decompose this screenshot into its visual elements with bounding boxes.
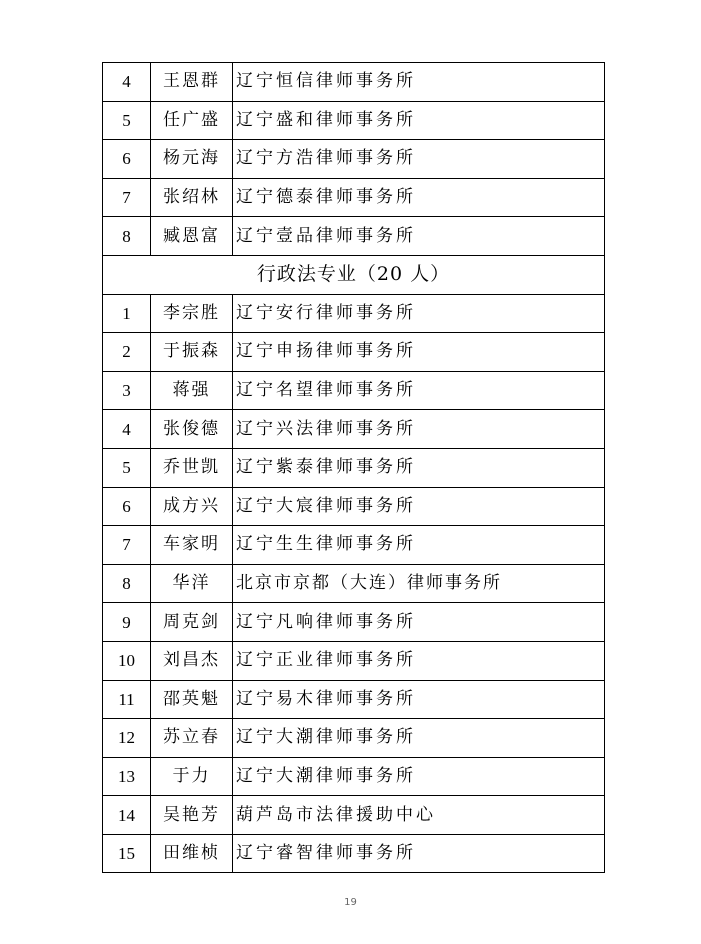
table-row (103, 63, 605, 102)
lawyer-name: 邵英魁 (151, 680, 233, 719)
lawyer-name: 吴艳芳 (151, 796, 233, 835)
law-firm: 辽宁凡响律师事务所 (233, 603, 605, 642)
table-row (103, 641, 605, 680)
lawyer-name: 李宗胜 (151, 294, 233, 333)
law-firm: 辽宁恒信律师事务所 (233, 63, 605, 102)
row-number: 7 (103, 526, 151, 565)
table-row (103, 371, 605, 410)
table-row (103, 294, 605, 333)
lawyer-name: 周克剑 (151, 603, 233, 642)
table-row (103, 101, 605, 140)
table-row (103, 140, 605, 179)
page-number: 19 (344, 897, 357, 908)
law-firm: 辽宁紫泰律师事务所 (233, 448, 605, 487)
section-title: 行政法专业（20 人） (103, 255, 605, 294)
row-number: 5 (103, 101, 151, 140)
law-firm: 辽宁睿智律师事务所 (233, 834, 605, 873)
lawyer-name: 张俊德 (151, 410, 233, 449)
lawyer-name: 田维桢 (151, 834, 233, 873)
law-firm: 辽宁名望律师事务所 (233, 371, 605, 410)
lawyer-name: 乔世凯 (151, 448, 233, 487)
row-number: 8 (103, 217, 151, 256)
table-row (103, 487, 605, 526)
table-row (103, 834, 605, 873)
section-header-row (103, 255, 605, 294)
row-number: 4 (103, 63, 151, 102)
table-row (103, 564, 605, 603)
row-number: 5 (103, 448, 151, 487)
lawyer-name: 臧恩富 (151, 217, 233, 256)
law-firm: 辽宁壹品律师事务所 (233, 217, 605, 256)
law-firm: 辽宁易木律师事务所 (233, 680, 605, 719)
table-row (103, 603, 605, 642)
table-row (103, 757, 605, 796)
row-number: 3 (103, 371, 151, 410)
lawyer-table (102, 62, 605, 873)
row-number: 4 (103, 410, 151, 449)
lawyer-name: 于振森 (151, 333, 233, 372)
row-number: 9 (103, 603, 151, 642)
row-number: 13 (103, 757, 151, 796)
lawyer-name: 华洋 (151, 564, 233, 603)
lawyer-name: 成方兴 (151, 487, 233, 526)
table-row (103, 680, 605, 719)
table-row (103, 333, 605, 372)
law-firm: 辽宁大潮律师事务所 (233, 719, 605, 758)
row-number: 14 (103, 796, 151, 835)
row-number: 2 (103, 333, 151, 372)
law-firm: 辽宁大潮律师事务所 (233, 757, 605, 796)
lawyer-name: 杨元海 (151, 140, 233, 179)
lawyer-name: 蒋强 (151, 371, 233, 410)
law-firm: 辽宁方浩律师事务所 (233, 140, 605, 179)
row-number: 15 (103, 834, 151, 873)
row-number: 12 (103, 719, 151, 758)
row-number: 11 (103, 680, 151, 719)
table-row (103, 410, 605, 449)
law-firm: 辽宁盛和律师事务所 (233, 101, 605, 140)
law-firm: 辽宁兴法律师事务所 (233, 410, 605, 449)
lawyer-name: 王恩群 (151, 63, 233, 102)
row-number: 10 (103, 641, 151, 680)
table-row (103, 448, 605, 487)
lawyer-name: 苏立春 (151, 719, 233, 758)
row-number: 6 (103, 487, 151, 526)
law-firm: 辽宁生生律师事务所 (233, 526, 605, 565)
lawyer-name: 张绍林 (151, 178, 233, 217)
table-row (103, 178, 605, 217)
row-number: 1 (103, 294, 151, 333)
law-firm: 辽宁正业律师事务所 (233, 641, 605, 680)
table-row (103, 796, 605, 835)
law-firm: 辽宁德泰律师事务所 (233, 178, 605, 217)
law-firm: 辽宁大宸律师事务所 (233, 487, 605, 526)
table-row (103, 526, 605, 565)
lawyer-name: 车家明 (151, 526, 233, 565)
lawyer-name: 任广盛 (151, 101, 233, 140)
law-firm: 辽宁安行律师事务所 (233, 294, 605, 333)
row-number: 6 (103, 140, 151, 179)
lawyer-name: 于力 (151, 757, 233, 796)
row-number: 7 (103, 178, 151, 217)
lawyer-name: 刘昌杰 (151, 641, 233, 680)
law-firm: 葫芦岛市法律援助中心 (233, 796, 605, 835)
table-row (103, 217, 605, 256)
law-firm: 北京市京都（大连）律师事务所 (233, 564, 605, 603)
table-row (103, 719, 605, 758)
row-number: 8 (103, 564, 151, 603)
law-firm: 辽宁申扬律师事务所 (233, 333, 605, 372)
